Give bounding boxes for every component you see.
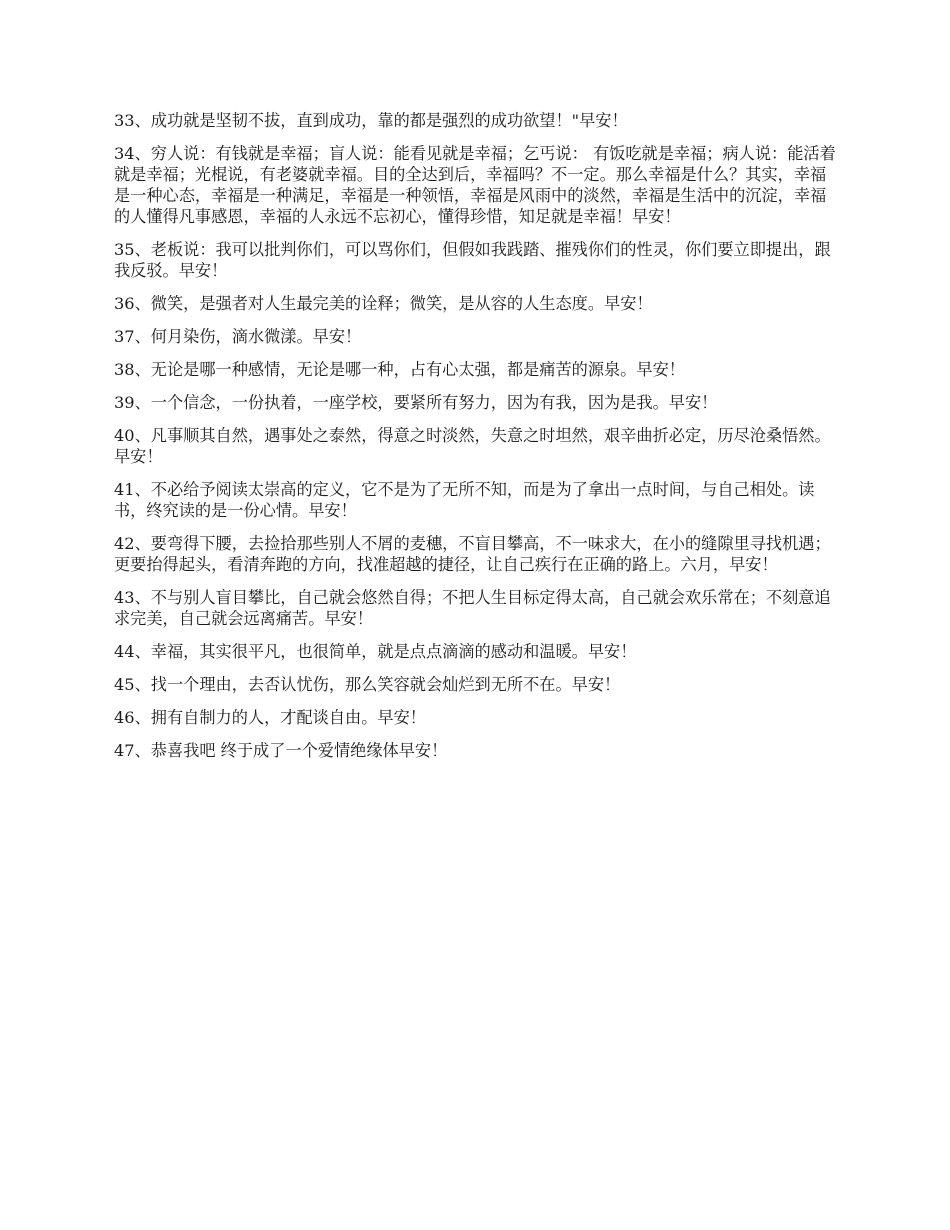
paragraph-34: 34、穷人说：有钱就是幸福；盲人说：能看见就是幸福；乞丐说： 有饭吃就是幸福；病人说：能活着就是幸福；光棍说，有老婆就幸福。目的全达到后，幸福吗？不一定。那么幸福是什么？其实，幸福是一种心态，幸福是一种满足，幸福是一种领悟，幸福是风雨中的淡然，幸福是生活中的沉淀，幸福的人懂得凡事感恩，幸福的人永远不忘初心，懂得珍惜，知足就是幸福！早安！ — [114, 144, 836, 226]
paragraph-39: 39、一个信念，一份执着，一座学校，要紧所有努力，因为有我，因为是我。早安！ — [114, 393, 718, 412]
paragraph-42: 42、要弯得下腰，去捡拾那些别人不屑的麦穗，不盲目攀高，不一味求大，在小的缝隙里寻找机遇；更要抬得起头，看清奔跑的方向，找准超越的捷径，让自己疾行在正确的路上。六月，早安！ — [114, 534, 831, 574]
document-body — [114, 110, 842, 773]
paragraph-36: 36、微笑，是强者对人生最完美的诠释；微笑，是从容的人生态度。早安！ — [114, 294, 653, 313]
paragraph-45: 45、找一个理由，去否认忧伤，那么笑容就会灿烂到无所不在。早安！ — [114, 675, 621, 694]
paragraph-43: 43、不与别人盲目攀比，自己就会悠然自得；不把人生目标定得太高，自己就会欢乐常在；不刻意追求完美，自己就会远离痛苦。早安！ — [114, 588, 831, 628]
paragraph-41: 41、不必给予阅读太崇高的定义，它不是为了无所不知，而是为了拿出一点时间，与自己相处。读书，终究读的是一份心情。早安！ — [114, 480, 815, 520]
paragraph-37: 37、何月染伤，滴水微漾。早安！ — [114, 327, 362, 346]
paragraph-47: 47、恭喜我吧 终于成了一个爱情绝缘体早安！ — [114, 741, 448, 760]
paragraph-33: 33、成功就是坚韧不拔，直到成功，靠的都是强烈的成功欲望！"早安！ — [114, 111, 628, 130]
paragraph-35: 35、老板说：我可以批判你们，可以骂你们，但假如我践踏、摧残你们的性灵，你们要立即提出，跟我反驳。早安！ — [114, 240, 831, 280]
paragraph-46: 46、拥有自制力的人，才配谈自由。早安！ — [114, 708, 426, 727]
paragraph-40: 40、凡事顺其自然，遇事处之泰然，得意之时淡然，失意之时坦然，艰辛曲折必定，历尽沧桑悟然。早安！ — [114, 426, 831, 466]
paragraph-38: 38、无论是哪一种感情，无论是哪一种，占有心太强，都是痛苦的源泉。早安！ — [114, 360, 685, 379]
paragraph-44: 44、幸福，其实很平凡，也很简单，就是点点滴滴的感动和温暖。早安！ — [114, 642, 637, 661]
